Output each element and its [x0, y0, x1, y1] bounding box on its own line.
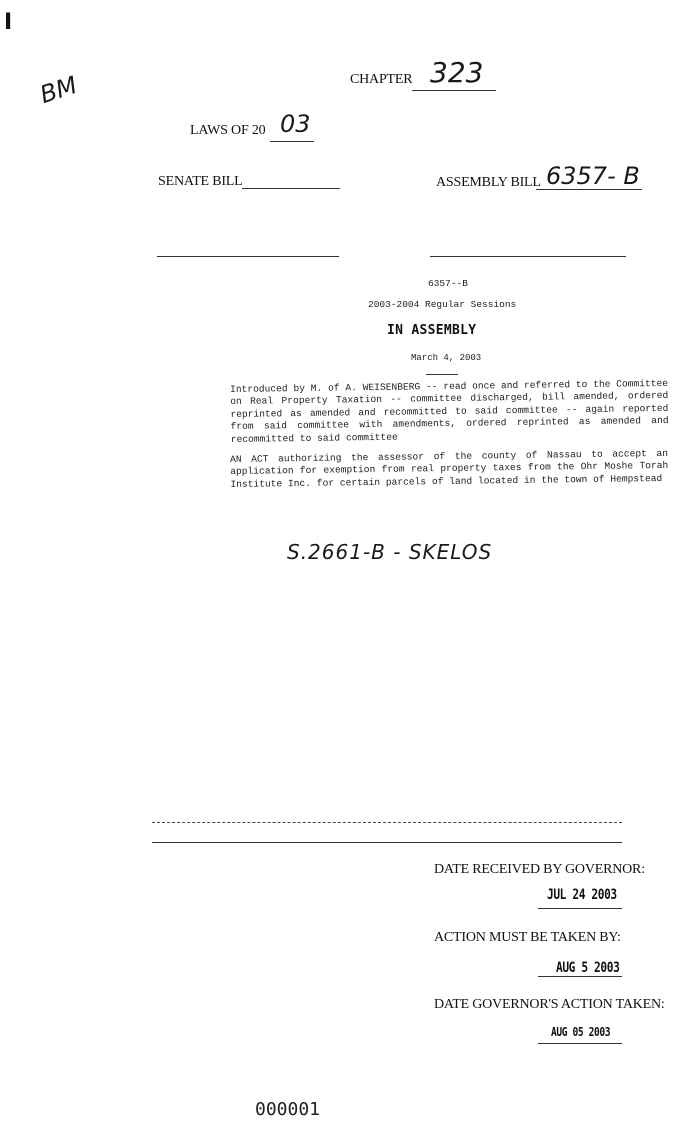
laws-label: LAWS OF 20: [190, 123, 266, 138]
action-deadline-underline: [538, 976, 622, 977]
action-deadline-stamp: AUG 5 2003: [556, 960, 620, 976]
action-taken-label: DATE GOVERNOR'S ACTION TAKEN:: [434, 997, 665, 1012]
chapter-number: 323: [430, 56, 484, 89]
assembly-bill-number: 6357- B: [546, 162, 640, 190]
senate-bill-label: SENATE BILL: [158, 174, 243, 189]
handwritten-initials: BM: [36, 70, 81, 110]
session-line: 2003-2004 Regular Sessions: [368, 299, 517, 310]
page-number: 000001: [255, 1099, 321, 1120]
chapter-label: CHAPTER: [350, 72, 413, 87]
bill-number: 6357--B: [428, 278, 468, 289]
chapter-underline: [412, 90, 496, 91]
lower-separator-1: [152, 822, 622, 823]
date-received-label: DATE RECEIVED BY GOVERNOR:: [434, 862, 645, 877]
date-underline: [426, 374, 458, 375]
action-deadline-label: ACTION MUST BE TAKEN BY:: [434, 930, 621, 945]
introduction-date: March 4, 2003: [411, 353, 482, 363]
action-taken-underline: [538, 1043, 622, 1044]
date-received-underline: [538, 908, 622, 909]
action-taken-stamp: AUG 05 2003: [551, 1025, 611, 1039]
senate-bill-note: S.2661-B - SKELOS: [287, 540, 493, 564]
date-received-stamp: JUL 24 2003: [547, 887, 617, 903]
house-heading: IN ASSEMBLY: [387, 323, 477, 338]
lower-separator-2: [152, 842, 622, 843]
senate-bill-underline: [242, 188, 340, 189]
act-title-paragraph: AN ACT authorizing the assessor of the county of Nassau to accept an application for exemption from real property taxes from the Ohr Moshe Torah Institute Inc. for certain parcels of land located in the town of Hempstead: [230, 447, 669, 490]
assembly-bill-label: ASSEMBLY BILL: [436, 175, 541, 190]
separator-left: [157, 256, 339, 257]
margin-mark: I: [4, 10, 13, 35]
introduced-paragraph: Introduced by M. of A. WEISENBERG -- read once and referred to the Committee on Real Property Taxation -- committee discharged, bill amended, ordered reprinted as amended and recommitted to said committee -- again reported from said committee with amendments, ordered reprinted as amended and recommitted to said committee: [230, 377, 669, 445]
laws-year: 03: [280, 110, 311, 138]
laws-underline: [270, 141, 314, 142]
separator-right: [430, 256, 626, 257]
